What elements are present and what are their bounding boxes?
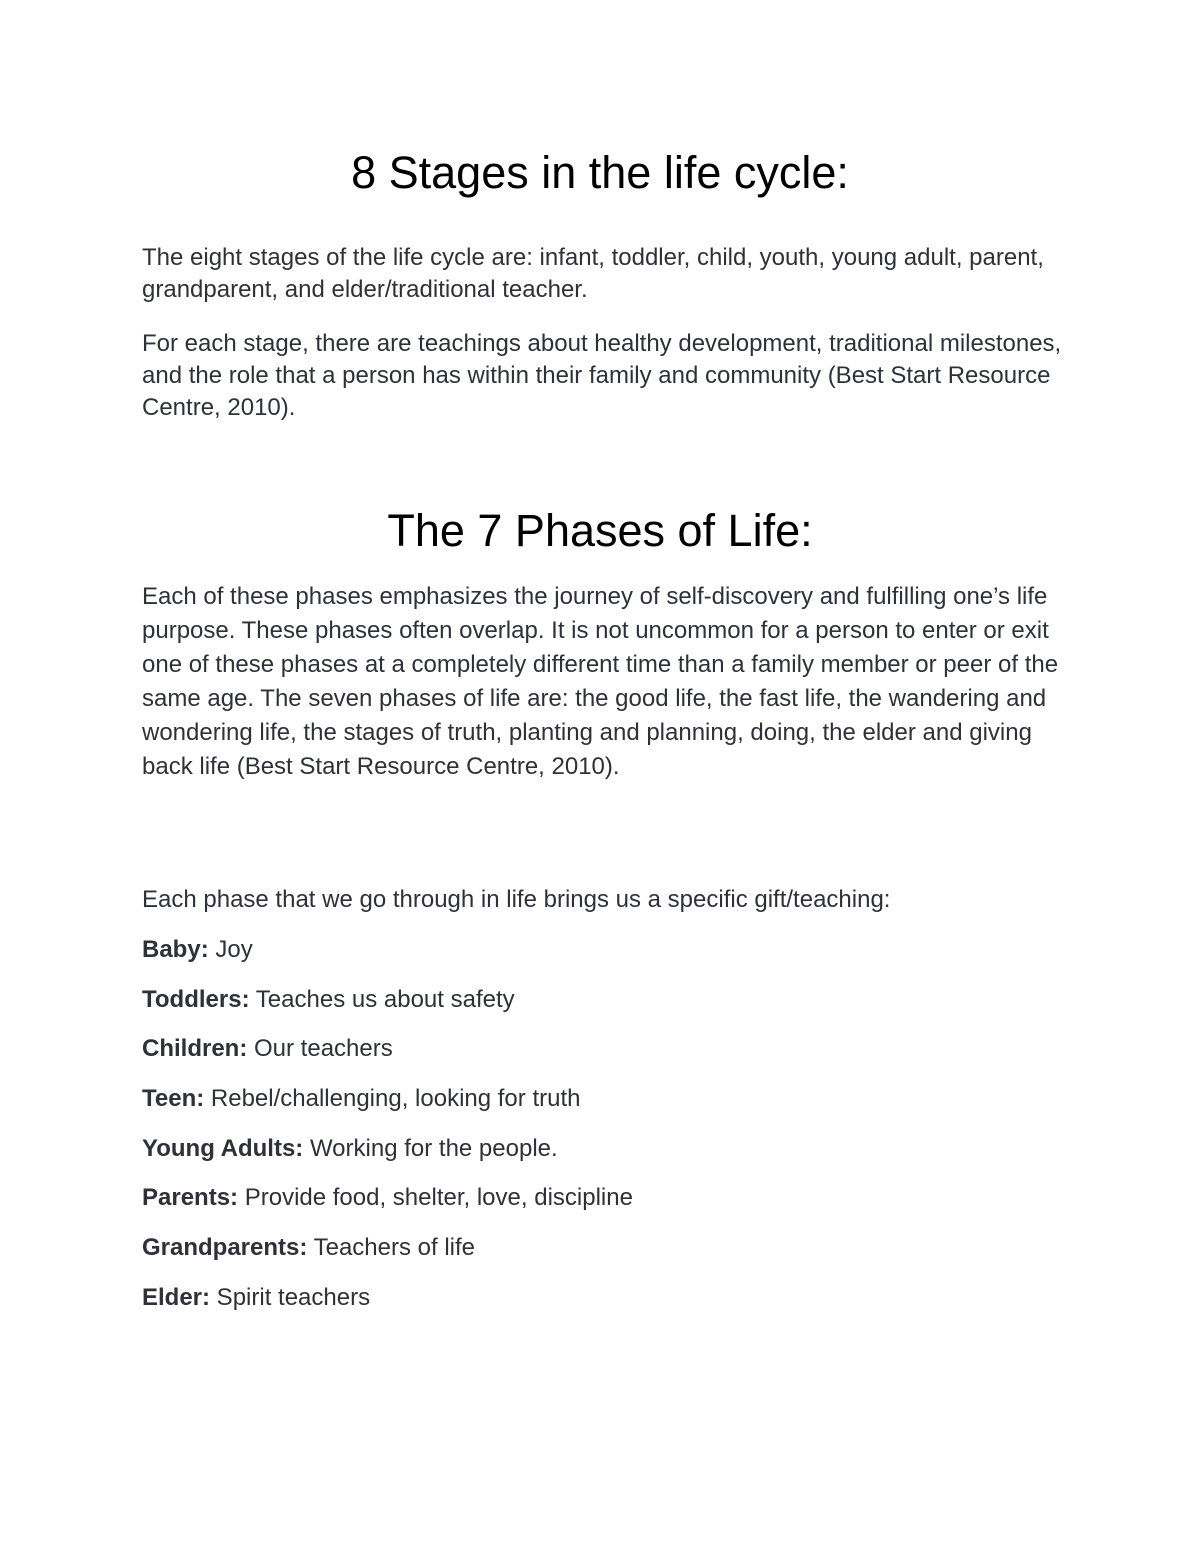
section-title-phases: The 7 Phases of Life: xyxy=(387,505,813,556)
gift-text: Teachers of life xyxy=(307,1234,476,1262)
gift-text: Provide food, shelter, love, discipline xyxy=(238,1184,633,1212)
stages-paragraph: The eight stages of the life cycle are: infant, toddler, child, youth, young adult, parent, grandparent, and elder/traditional teacher. xyxy=(142,244,1044,303)
gift-text: Rebel/challenging, looking for truth xyxy=(204,1085,581,1113)
phases-paragraph: Each of these phases emphasizes the journey of self-discovery and fulfilling one’s life purpose. These phases often overlap. It is not uncommon for a person to enter or exit one of these phases at a completely different time than a family member or peer of the same age. The seven phases of life are: the good life, the fast life, the wandering and wondering life, the stages of truth, planting and planning, doing, the elder and giving back life (Best Start Resource Centre, 2010). xyxy=(142,583,1059,780)
section-title-stages: 8 Stages in the life cycle: xyxy=(351,147,849,198)
gift-term: Toddlers: xyxy=(142,985,250,1013)
list-item xyxy=(142,1232,1072,1282)
list-item xyxy=(142,1133,1072,1183)
gift-term: Grandparents: xyxy=(142,1234,308,1262)
list-item xyxy=(142,1182,1072,1232)
gift-term: Children: xyxy=(142,1035,248,1063)
gift-text: Teaches us about safety xyxy=(249,985,515,1013)
gifts-list xyxy=(142,934,1072,1332)
teachings-paragraph: For each stage, there are teachings about healthy development, traditional milestones, and the role that a person has within their family and community (Best Start Resource Centre, 2010). xyxy=(142,330,1062,421)
gift-term: Young Adults: xyxy=(142,1134,304,1162)
gift-text: Spirit teachers xyxy=(210,1283,371,1311)
gift-term: Teen: xyxy=(142,1085,205,1113)
gift-text: Our teachers xyxy=(247,1035,393,1063)
gift-term: Baby: xyxy=(142,936,209,963)
gift-text: Working for the people. xyxy=(303,1134,558,1162)
list-item xyxy=(142,1033,1072,1083)
gift-term: Parents: xyxy=(142,1184,239,1212)
list-item xyxy=(142,1282,1072,1332)
list-item xyxy=(142,1083,1072,1133)
gifts-intro: Each phase that we go through in life brings us a specific gift/teaching: xyxy=(142,886,891,913)
gift-term: Elder: xyxy=(142,1283,211,1311)
list-item xyxy=(142,934,1072,984)
list-item xyxy=(142,984,1072,1034)
gift-text: Joy xyxy=(208,936,253,963)
